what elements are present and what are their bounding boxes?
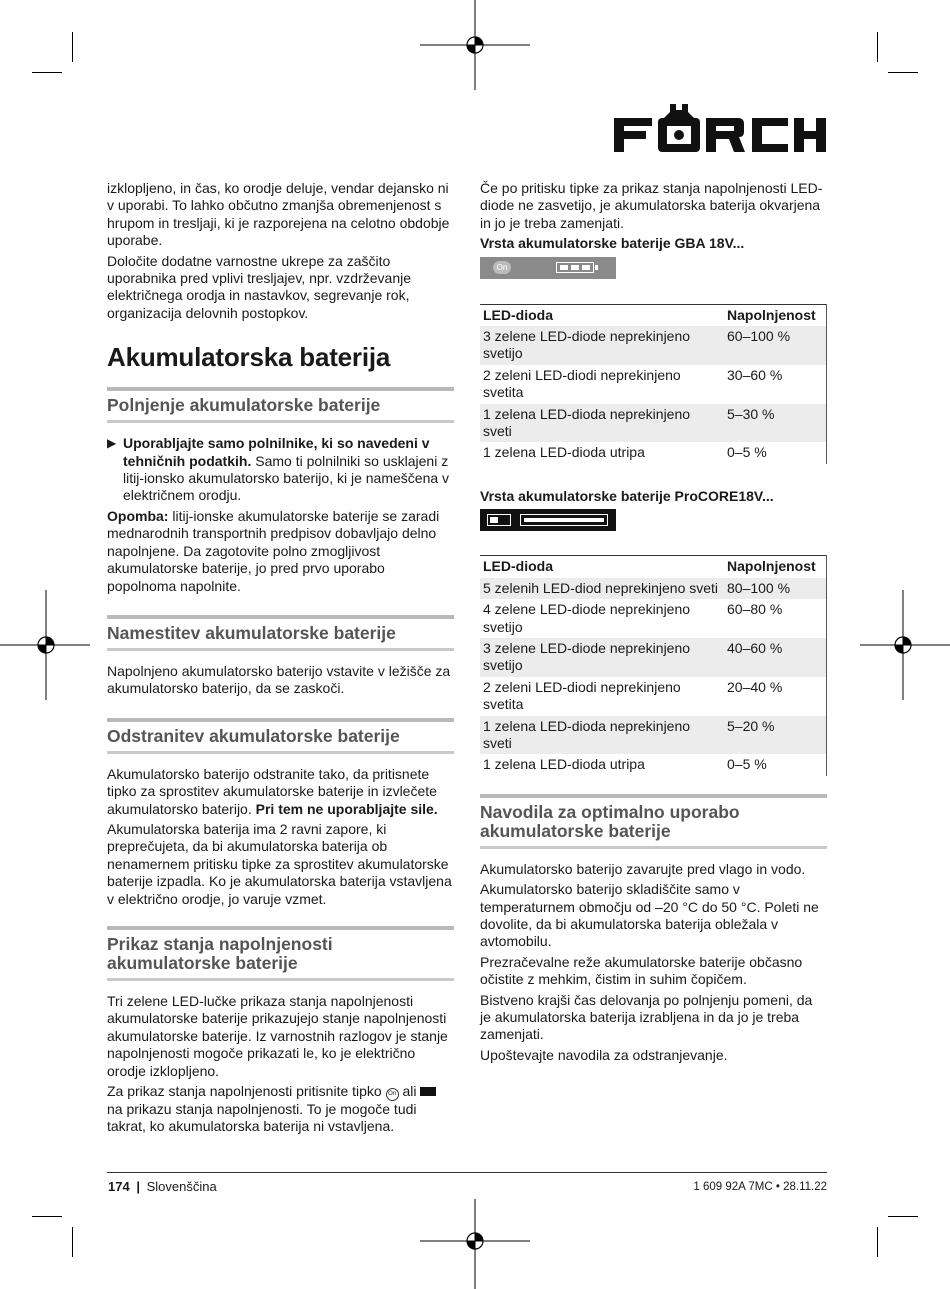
crop-mark	[72, 32, 73, 62]
table-row: 3 zelene LED-diode neprekinjeno svetijo 40–60 %	[480, 638, 827, 677]
defect-paragraph: Če po pritisku tipke za prikaz stanja napolnjenosti LED-diode ne zasvetijo, je akumulatorska baterija okvarjena in jo je treba zamenjati.	[480, 180, 823, 231]
section-heading-usage: Navodila za optimalno uporabo akumulatorske baterije	[480, 794, 827, 849]
crop-mark	[888, 72, 918, 73]
usage-paragraph: Akumulatorsko baterijo skladiščite samo v temperaturnem območju od –20 °C do 50 °C. Poleti ne dovolite, da bi akumulatorska baterija obležala v avtomobilu.	[480, 881, 819, 950]
bullet-arrow-icon: ▶	[107, 436, 117, 451]
remove-paragraph-2: Akumulatorska baterija ima 2 ravni zapore, ki preprečujeta, da bi akumulatorska baterija ob nenamernem pritisku tipke za sprostitev akumulatorske baterije izpadla. Ko je akumulatorska baterija vstavljena v električno orodje, jo varuje vzmet.	[107, 820, 452, 907]
gba-title: Vrsta akumulatorske baterije GBA 18V...	[480, 235, 745, 252]
right-column	[480, 180, 827, 1067]
intro-paragraph: Določite dodatne varnostne ukrepe za zaščito uporabnika pred vplivi tresljajev, npr. vzdrževanje električnega orodja in nastavkov, segrevanje rok, organizacija delovnih postopkov.	[107, 252, 412, 321]
gba-led-table	[480, 304, 827, 464]
usage-paragraph: Upoštevajte navodila za odstranjevanje.	[480, 1046, 728, 1063]
section-heading-insert: Namestitev akumulatorske baterije	[107, 615, 454, 651]
usage-paragraph: Akumulatorsko baterijo zavarujte pred vlago in vodo.	[480, 860, 806, 877]
section-heading-status: Prikaz stanja napolnjenosti akumulatorske baterije	[107, 926, 454, 981]
on-button-icon: On	[493, 261, 511, 274]
procore-indicator-image	[480, 509, 616, 531]
table-header: LED-dioda	[480, 556, 724, 578]
crop-mark	[32, 1216, 62, 1217]
table-row: 1 zelena LED-dioda utripa 0–5 %	[480, 754, 827, 775]
footer-language: Slovenščina	[146, 1179, 217, 1194]
procore-led-table	[480, 555, 827, 775]
status-paragraph: Tri zelene LED-lučke prikaza stanja napolnjenosti akumulatorske baterije prikazujejo stanje napolnjenosti akumulatorske baterije. Iz varnostnih razlogov je stanje napolnjenosti mogoče prikazati le, ko je električno orodje izklopljeno.	[107, 992, 448, 1079]
page-number: 174	[108, 1179, 130, 1194]
forch-logo-icon	[612, 104, 828, 156]
table-row: 2 zeleni LED-diodi neprekinjeno svetita 20–40 %	[480, 677, 827, 716]
footer-doc-code: 1 609 92A 7MC • 28.11.22	[693, 1181, 827, 1193]
left-column	[107, 180, 454, 1139]
footer-rule	[107, 1172, 827, 1173]
page-title: Akumulatorska baterija	[107, 342, 391, 373]
status-paragraph-2: Za prikaz stanja napolnjenosti pritisnite tipko On ali na prikazu stanja napolnjenosti. To je mogoče tudi takrat, ko akumulatorska baterija ni vstavljena.	[107, 1083, 454, 1136]
table-row: 1 zelena LED-dioda neprekinjeno sveti 5–20 %	[480, 716, 827, 755]
on-button-icon: On	[386, 1088, 399, 1101]
gba-indicator-image	[480, 257, 616, 279]
note-paragraph: Opomba: litij-ionske akumulatorske baterije se zaradi mednarodnih transportnih predpisov dobavljajo delno napolnjene. Da zagotovite polno zmogljivost akumulatorske baterije, jo pred prvo uporabo popolnoma napolnite.	[107, 507, 440, 594]
registration-mark-right	[860, 590, 950, 700]
table-row: 3 zelene LED-diode neprekinjeno svetijo 60–100 %	[480, 326, 827, 365]
table-header: Napolnjenost	[724, 304, 827, 326]
table-row: 1 zelena LED-dioda neprekinjeno sveti 5–30 %	[480, 404, 827, 443]
procore-title: Vrsta akumulatorske baterije ProCORE18V...	[480, 487, 774, 504]
brand-logo	[612, 104, 828, 156]
crop-mark	[877, 1227, 878, 1257]
table-row: 2 zeleni LED-diodi neprekinjeno svetita 30–60 %	[480, 365, 827, 404]
section-heading-charging: Polnjenje akumulatorske baterije	[107, 387, 454, 423]
usage-paragraph: Prezračevalne reže akumulatorske baterije občasno očistite z mehkim, čistim in suhim čopičem.	[480, 953, 803, 988]
table-row: 1 zelena LED-dioda utripa 0–5 %	[480, 442, 827, 463]
table-header: Napolnjenost	[724, 556, 827, 578]
bullet-item: ▶ Uporabljajte samo polnilnike, ki so navedeni v tehničnih podatkih. Samo ti polnilniki so usklajeni z litij-ionsko akumulatorsko baterijo, ki je nameščena v električnem orodju.	[107, 435, 450, 504]
insert-paragraph: Napolnjeno akumulatorsko baterijo vstavite v ležišče za akumulatorsko baterijo, da se zaskoči.	[107, 662, 451, 697]
table-row: 5 zelenih LED-diod neprekinjeno sveti 80–100 %	[480, 578, 827, 599]
table-header-row	[480, 304, 827, 326]
battery-button-icon	[420, 1087, 436, 1096]
table-header-row	[480, 556, 827, 578]
table-row: 4 zelene LED-diode neprekinjeno svetijo 60–80 %	[480, 599, 827, 638]
crop-mark	[877, 32, 878, 62]
remove-paragraph: Akumulatorsko baterijo odstranite tako, da pritisnete tipko za sprostitev akumulatorske baterije in izvlečete akumulatorsko baterijo. Pri tem ne uporabljajte sile.	[107, 765, 438, 817]
crop-mark	[72, 1227, 73, 1257]
crop-mark	[32, 72, 62, 73]
footer-left: 174 | Slovenščina	[108, 1179, 217, 1194]
table-header: LED-dioda	[480, 304, 724, 326]
registration-mark-bottom	[420, 1199, 530, 1289]
section-heading-remove: Odstranitev akumulatorske baterije	[107, 718, 454, 754]
registration-mark-left	[0, 590, 90, 700]
intro-paragraph: izklopljeno, in čas, ko orodje deluje, vendar dejansko ni v uporabi. To lahko občutno zmanjša obremenjenost s hrupom in tresljaji, ki je razporejena na celotno obdobje uporabe.	[107, 180, 450, 249]
crop-mark	[888, 1216, 918, 1217]
usage-paragraph: Bistveno krajši čas delovanja po polnjenju pomeni, da je akumulatorska baterija izrabljena in da jo je treba zamenjati.	[480, 991, 813, 1043]
registration-mark-top	[420, 0, 530, 90]
